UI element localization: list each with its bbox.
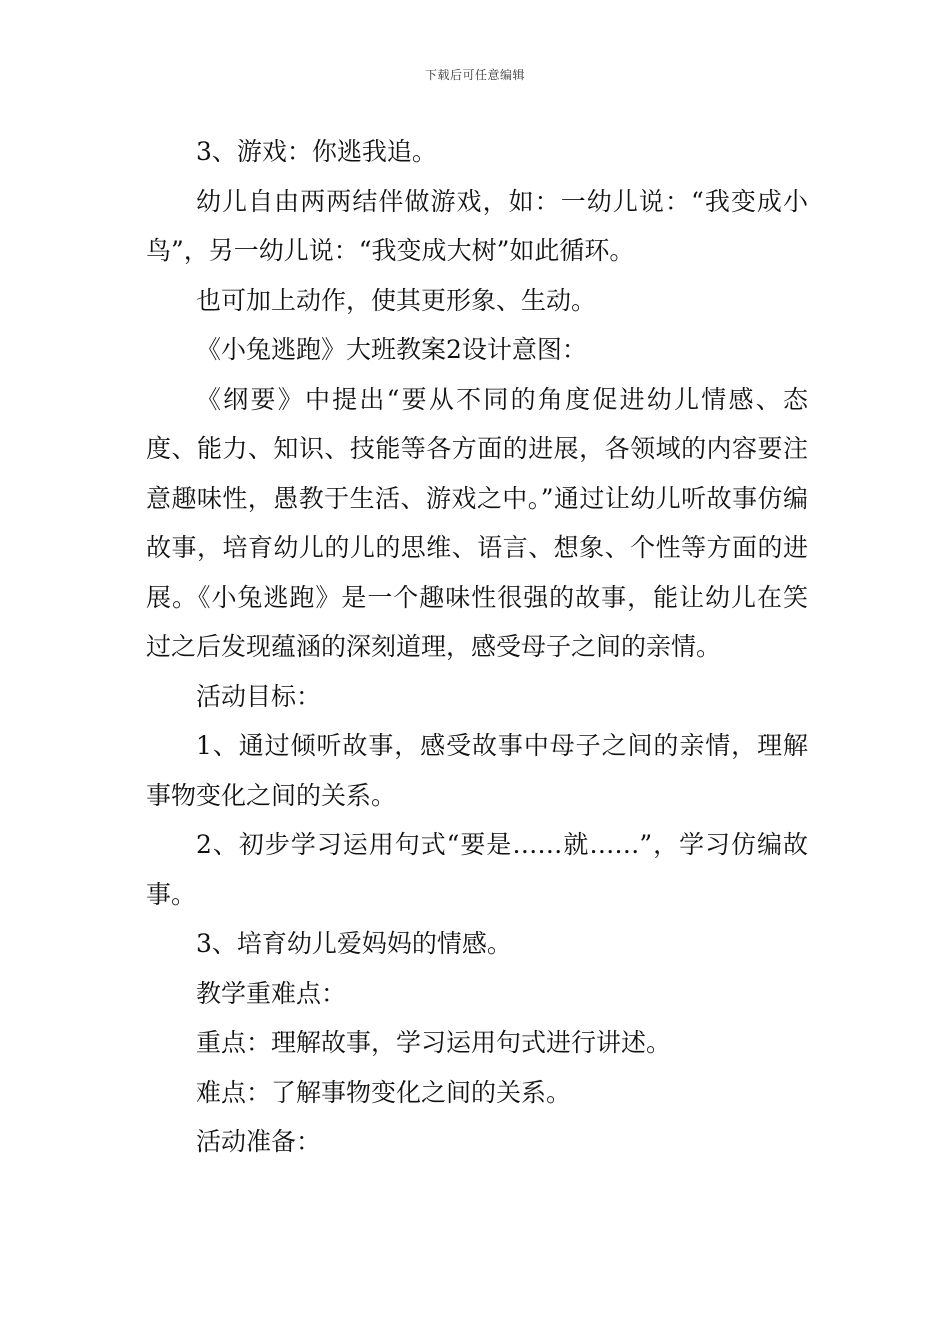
paragraph-design-intent: 《纲要》中提出“要从不同的角度促进幼儿情感、态度、能力、知识、技能等各方面的进展，各领域的内容要注意趣味性，愚教于生活、游戏之中。”通过让幼儿听故事仿编故事，培育幼儿的儿的思维、语言、想象、个性等方面的进展。《小兔逃跑》是一个趣味性很强的故事，能让幼儿在笑过之后发现蕴涵的深刻道理，感受母子之间的亲情。 bbox=[146, 384, 808, 661]
paragraph-game-tip: 也可加上动作，使其更形象、生动。 bbox=[196, 285, 597, 315]
paragraph-game-description: 幼儿自由两两结伴做游戏，如：一幼儿说：“我变成小鸟”，另一幼儿说：“我变成大树”如此循环。 bbox=[146, 186, 808, 265]
paragraph-goals-heading: 活动目标： bbox=[196, 681, 322, 711]
paragraph-goal-3: 3、培育幼儿爱妈妈的情感。 bbox=[196, 929, 512, 958]
paragraph-game-title: 3、游戏：你逃我追。 bbox=[196, 137, 437, 166]
paragraph-key-points-heading: 教学重难点： bbox=[196, 978, 347, 1008]
document-body bbox=[146, 127, 808, 1167]
page-header-note: 下载后可任意编辑 bbox=[424, 68, 525, 82]
paragraph-goal-1: 1、通过倾听故事，感受故事中母子之间的亲情，理解事物变化之间的关系。 bbox=[146, 731, 808, 810]
paragraph-difficult-point: 难点：了解事物变化之间的关系。 bbox=[196, 1077, 572, 1107]
paragraph-goal-2: 2、初步学习运用句式“要是……就……”，学习仿编故事。 bbox=[146, 830, 808, 909]
paragraph-lesson-design-heading: 《小兔逃跑》大班教案2设计意图： bbox=[196, 335, 587, 364]
paragraph-preparation-heading: 活动准备： bbox=[196, 1127, 322, 1156]
paragraph-key-point: 重点：理解故事，学习运用句式进行讲述。 bbox=[196, 1028, 672, 1057]
